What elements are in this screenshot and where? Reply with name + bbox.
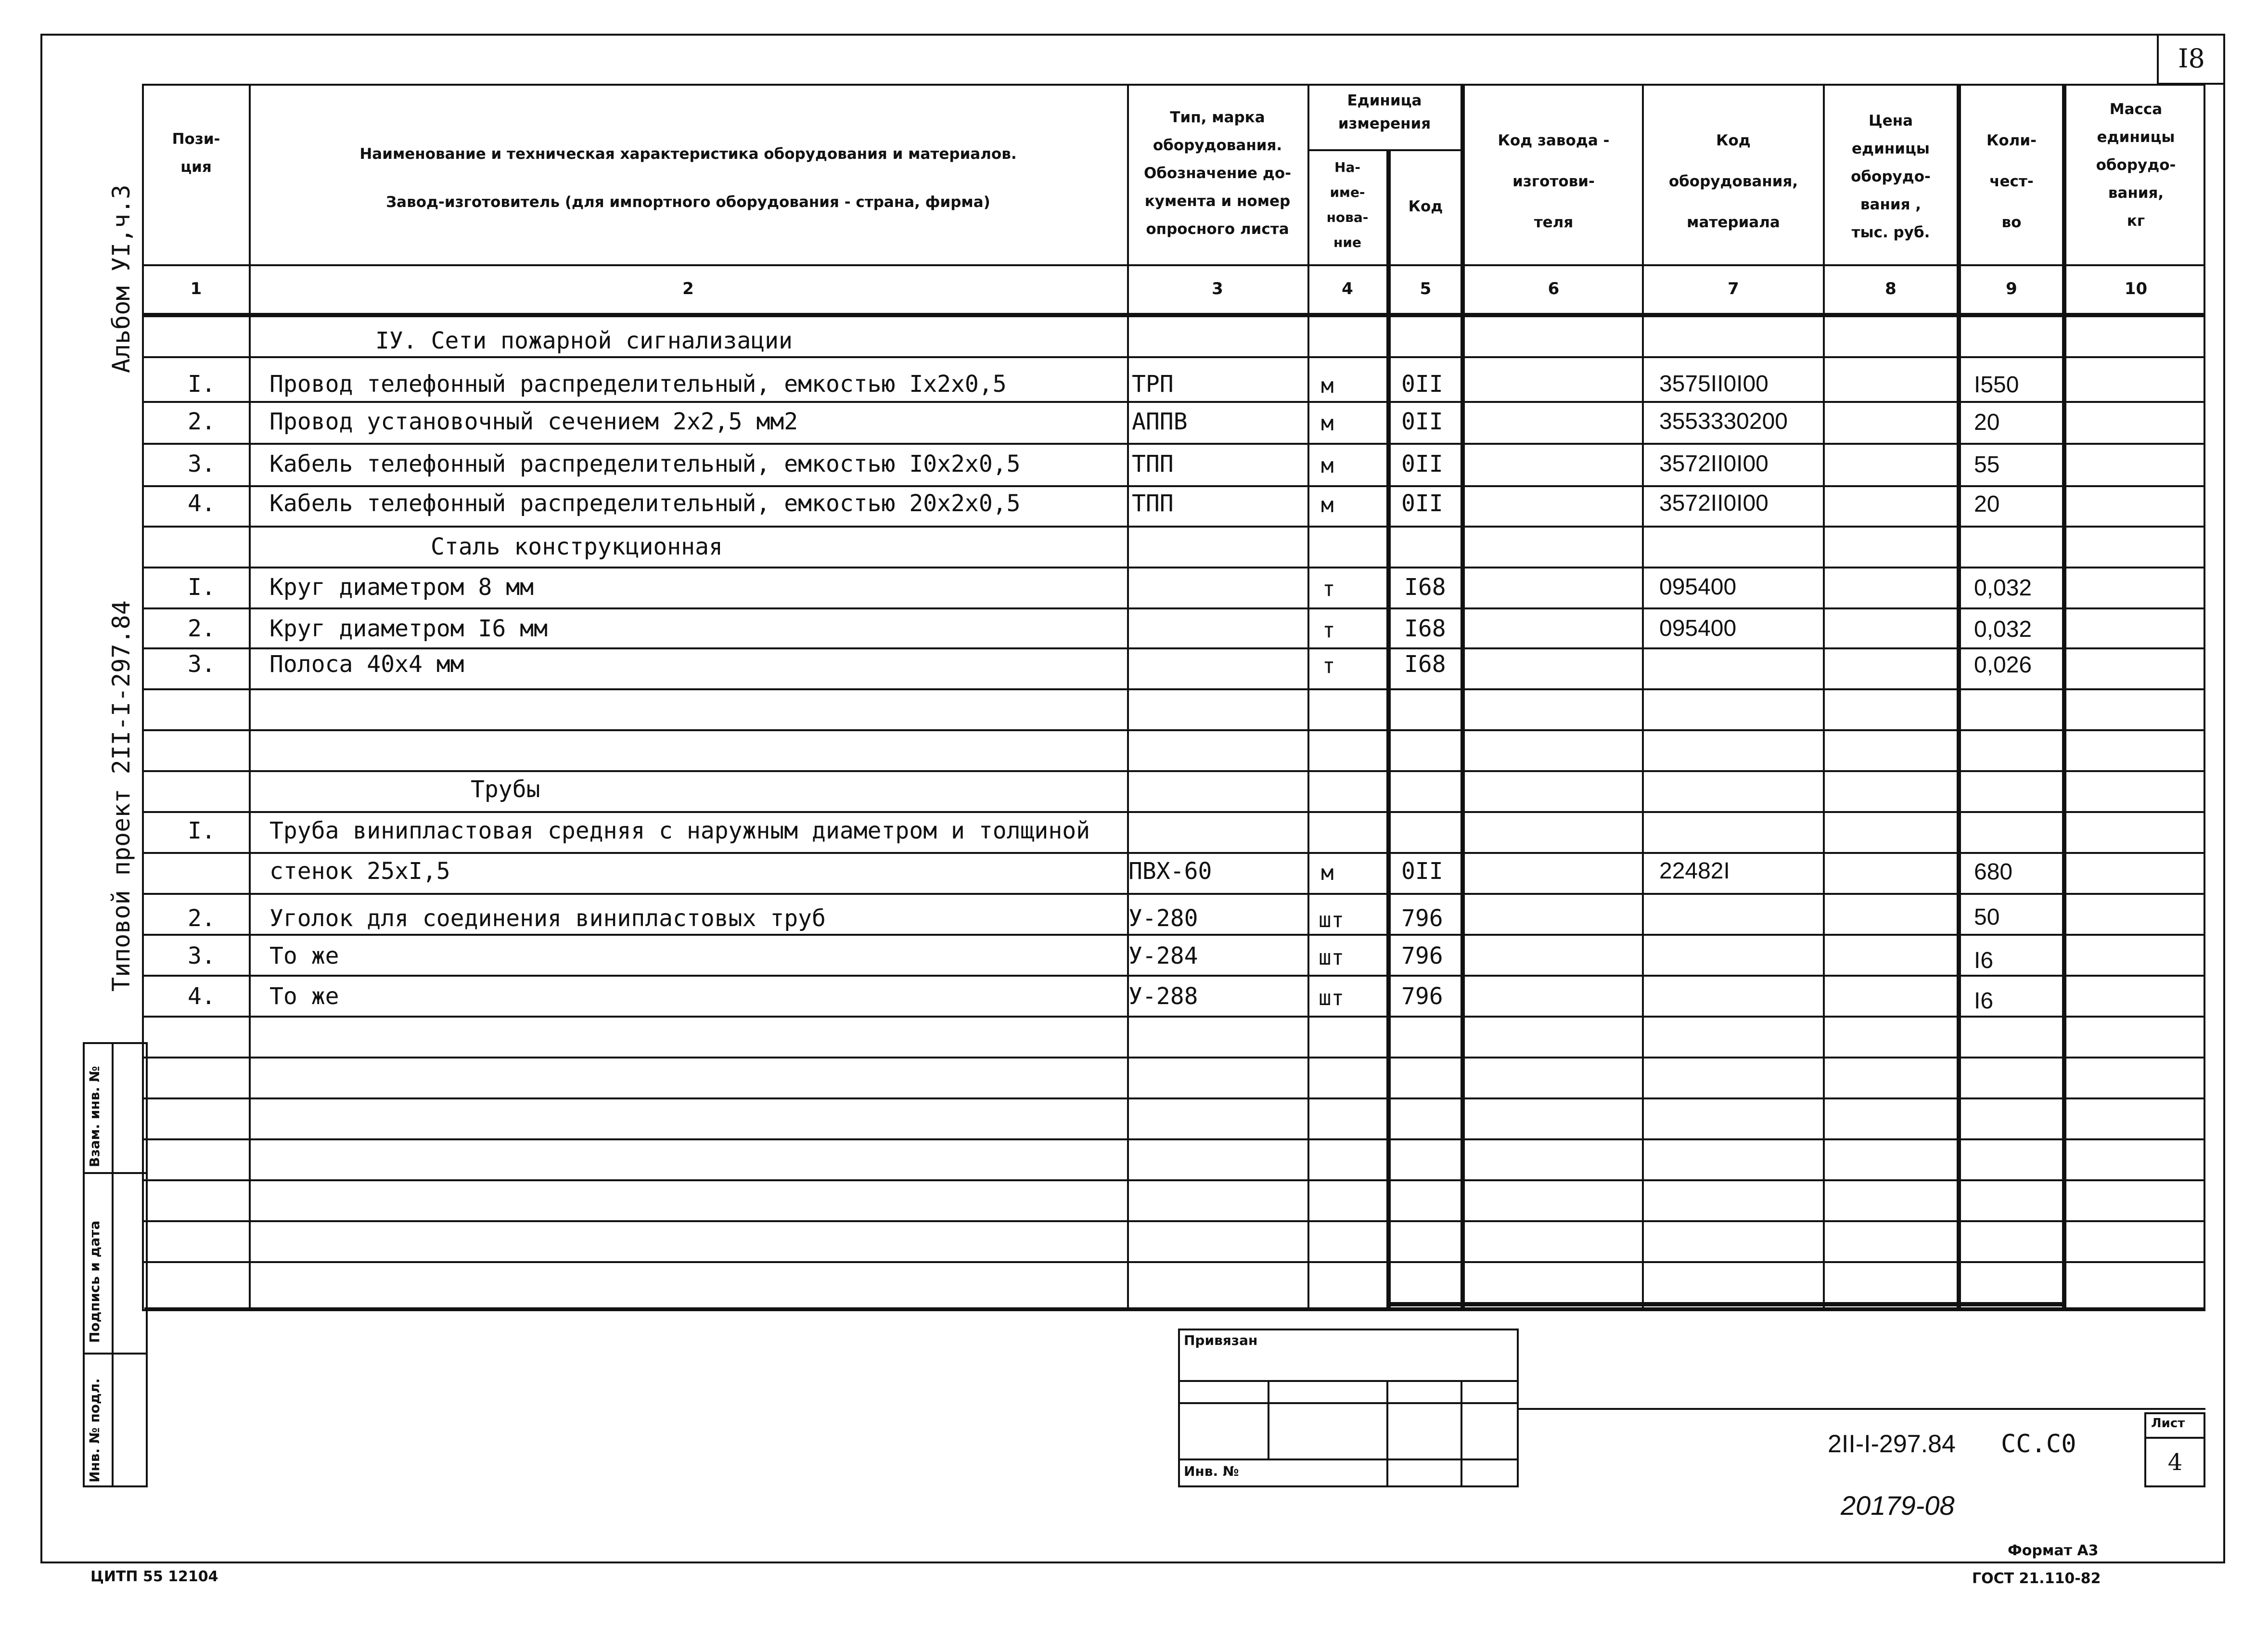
row8-pos: 3. (188, 651, 216, 678)
col-number-4: 4 (1342, 279, 1353, 298)
inv-no-label: Инв. № (1184, 1463, 1239, 1479)
row7-code: I68 (1404, 615, 1446, 642)
col-number-5: 5 (1420, 279, 1432, 298)
list-label: Лист (2151, 1416, 2185, 1431)
col-number-2: 2 (682, 279, 694, 298)
row15-type: У-284 (1128, 942, 1198, 969)
privyazan-label: Привязан (1184, 1332, 1258, 1348)
row7-unit: т (1322, 618, 1335, 643)
header-col7: Код оборудования, материала (1668, 132, 1798, 231)
footer-gost: ГОСТ 21.110-82 (1972, 1570, 2101, 1587)
row4-qty: 20 (1974, 491, 2000, 517)
row14-qty: 50 (1974, 904, 2000, 930)
row14-name: Уголок для соединения винипластовых труб (269, 905, 826, 932)
col-number-3: 3 (1212, 279, 1223, 298)
row6-eq-code: 095400 (1659, 574, 1737, 600)
row1-type: ТРП (1132, 371, 1174, 398)
stamp-vzam-inv: Взам. инв. № (87, 1066, 103, 1167)
col-number-6: 6 (1548, 279, 1560, 298)
row15-unit: шт (1319, 945, 1344, 970)
footer-left-code: ЦИТП 55 12104 (90, 1568, 218, 1585)
header-col9: Коли- чест- во (1986, 132, 2037, 231)
row14-unit: шт (1319, 908, 1344, 932)
row3-pos: 3. (188, 451, 216, 477)
section-title-pipes: Трубы (471, 776, 540, 803)
row13-type: ПВХ-60 (1128, 858, 1212, 885)
row1-name: Провод телефонный распределительный, емкостью Iх2х0,5 (269, 371, 1007, 398)
list-number: 4 (2167, 1449, 2183, 1476)
row15-code: 796 (1401, 942, 1443, 969)
row3-unit: м (1321, 453, 1334, 478)
row13-name: стенок 25хI,5 (269, 858, 450, 885)
row3-qty: 55 (1974, 452, 2000, 477)
header-col4: На- име- нова- ние (1326, 159, 1369, 250)
section-title-fire-alarm: IУ. Сети пожарной сигнализации (375, 327, 793, 354)
header-col3: Тип, марка оборудования. Обозначение до- кумента и номер опросного листа (1143, 109, 1292, 238)
footer-format: Формат А3 (2008, 1542, 2099, 1559)
row6-unit: т (1322, 577, 1335, 601)
row2-type: АППВ (1132, 408, 1188, 435)
row1-unit: м (1321, 374, 1334, 398)
row8-code: I68 (1404, 651, 1446, 678)
doc-code: СС.С0 (2001, 1430, 2076, 1458)
designation: 2II-I-297.84 (1828, 1430, 1956, 1458)
row16-type: У-288 (1128, 983, 1198, 1010)
row3-code: 0II (1401, 451, 1443, 477)
row7-qty: 0,032 (1974, 617, 2032, 642)
row1-code: 0II (1401, 371, 1443, 398)
row3-name: Кабель телефонный распределительный, емкостью I0х2х0,5 (269, 451, 1021, 477)
col-number-8: 8 (1885, 279, 1896, 298)
album-label: Альбом УI,ч.3 (107, 184, 135, 373)
col-number-1: 1 (190, 279, 202, 298)
handwritten-number: 20179-08 (1841, 1490, 1955, 1521)
row1-eq-code: 3575II0I00 (1659, 371, 1768, 397)
row1-qty: I550 (1974, 372, 2019, 398)
row4-pos: 4. (188, 490, 216, 517)
row6-qty: 0,032 (1974, 575, 2032, 601)
header-col2: Наименование и техническая характеристика оборудования и материалов. Завод-изготовитель (для импортного оборудования - страна, фирма) (359, 145, 1017, 211)
row13-qty: 680 (1974, 859, 2013, 885)
row8-unit: т (1322, 654, 1335, 678)
row14-type: У-280 (1128, 905, 1198, 932)
row4-unit: м (1321, 493, 1334, 517)
row14-code: 796 (1401, 905, 1443, 932)
row2-name: Провод установочный сечением 2х2,5 мм2 (269, 408, 798, 435)
row4-name: Кабель телефонный распределительный, емкостью 20х2х0,5 (269, 490, 1021, 517)
row16-code: 796 (1401, 983, 1443, 1010)
row13-code: 0II (1401, 858, 1443, 885)
row12-name: Труба винипластовая средняя с наружным диаметром и толщиной (269, 817, 1090, 844)
row16-pos: 4. (188, 983, 216, 1010)
row13-unit: м (1321, 861, 1334, 885)
row6-code: I68 (1404, 574, 1446, 601)
header-col10: Масса единицы оборудо- вания, кг (2096, 101, 2176, 230)
header-col5: Код (1408, 198, 1443, 215)
row2-pos: 2. (188, 408, 216, 435)
row3-eq-code: 3572II0I00 (1659, 451, 1768, 477)
row8-name: Полоса 40х4 мм (269, 651, 464, 678)
row2-qty: 20 (1974, 410, 2000, 435)
row12-pos: I. (188, 817, 216, 844)
row15-qty: I6 (1974, 948, 1994, 973)
project-label: Типовой проект 2II-I-297.84 (107, 600, 135, 992)
section-title-steel: Сталь конструкционная (431, 533, 723, 560)
row16-qty: I6 (1974, 988, 1994, 1014)
row15-pos: 3. (188, 942, 216, 969)
stamp-inv-podl: Инв. № подл. (87, 1378, 103, 1483)
col-number-10: 10 (2124, 279, 2148, 298)
row4-type: ТПП (1132, 490, 1174, 517)
col-number-9: 9 (2006, 279, 2017, 298)
row3-type: ТПП (1132, 451, 1174, 477)
row6-name: Круг диаметром 8 мм (269, 574, 534, 601)
row1-pos: I. (188, 371, 216, 398)
stamp-signature-date: Подпись и дата (87, 1220, 103, 1343)
corner-number: I8 (2178, 43, 2205, 74)
row8-qty: 0,026 (1974, 652, 2032, 678)
row2-eq-code: 3553330200 (1659, 409, 1788, 434)
row16-name: То же (269, 983, 339, 1010)
header-col6: Код завода - изготови- теля (1498, 132, 1610, 231)
header-unit-group: Единица измерения (1338, 92, 1431, 132)
row7-pos: 2. (188, 615, 216, 642)
row14-pos: 2. (188, 905, 216, 932)
header-col1: Пози- ция (172, 130, 220, 176)
row7-eq-code: 095400 (1659, 616, 1737, 641)
row7-name: Круг диаметром I6 мм (269, 615, 548, 642)
row4-eq-code: 3572II0I00 (1659, 490, 1768, 516)
row13-eq-code: 22482I (1659, 858, 1730, 884)
col-number-7: 7 (1728, 279, 1739, 298)
row4-code: 0II (1401, 490, 1443, 517)
row15-name: То же (269, 942, 339, 969)
spec-table (142, 84, 2205, 1311)
header-col8: Цена единицы оборудо- вания , тыс. руб. (1851, 112, 1931, 241)
row2-code: 0II (1401, 408, 1443, 435)
row2-unit: м (1321, 411, 1334, 436)
row6-pos: I. (188, 574, 216, 601)
row16-unit: шт (1319, 986, 1344, 1010)
